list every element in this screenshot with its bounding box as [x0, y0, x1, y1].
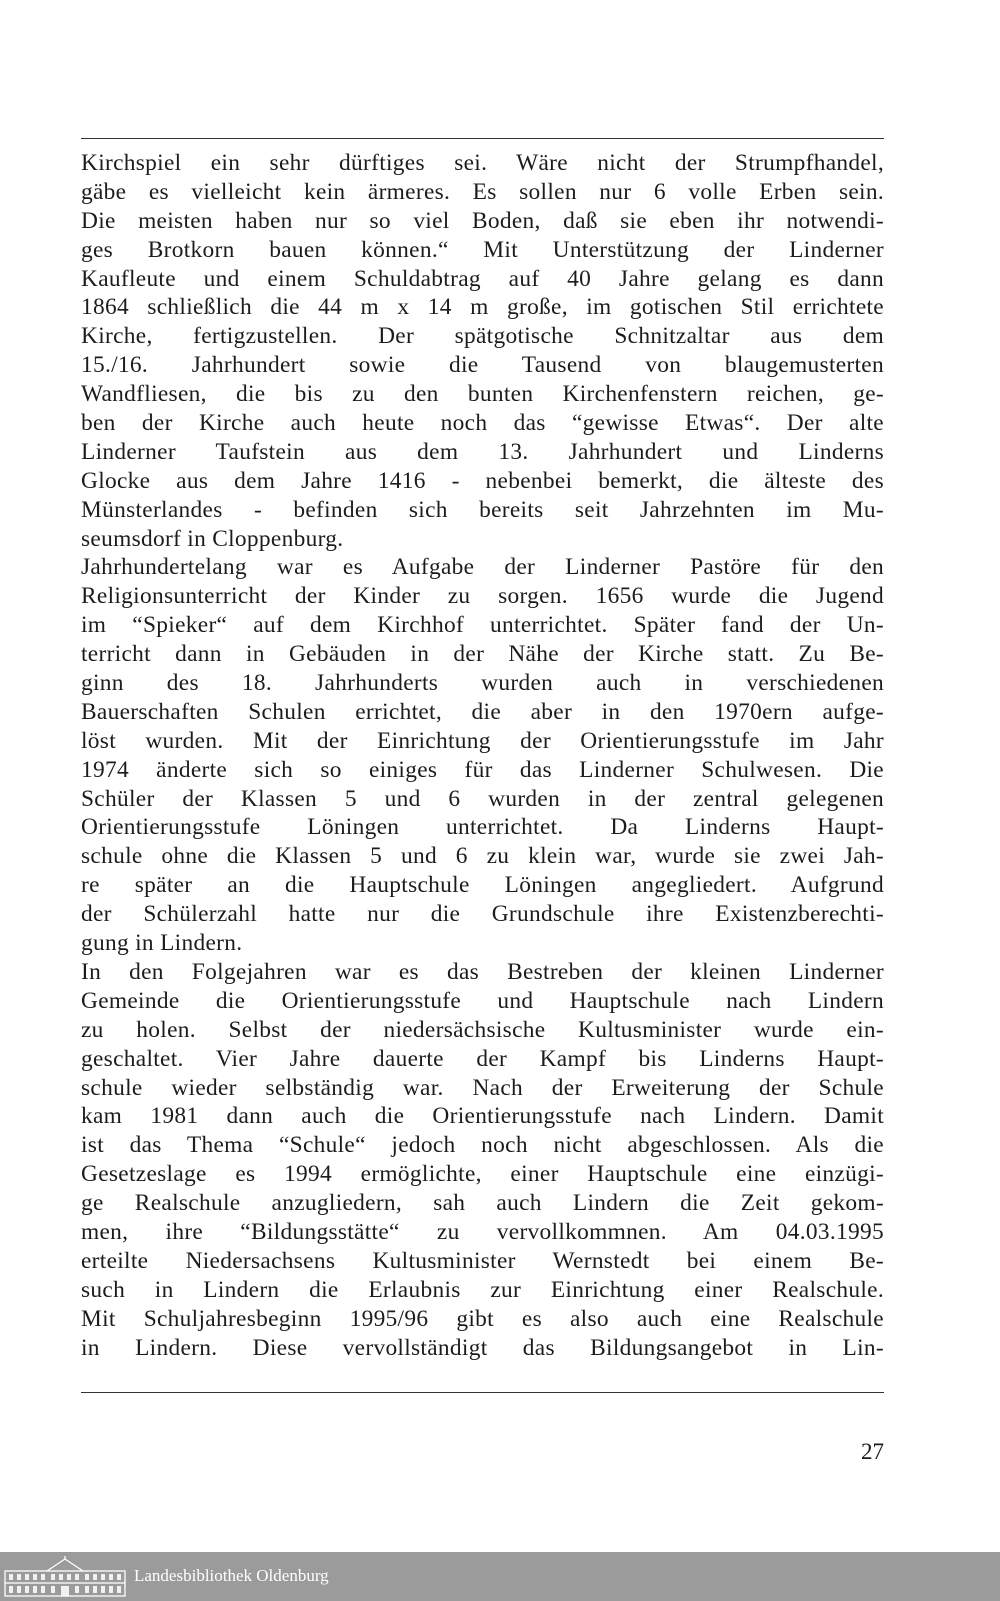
text-line: Gesetzeslage es 1994 ermöglichte, einer Hauptschule eine einzügi-	[81, 1161, 884, 1188]
text-line: löst wurden. Mit der Einrichtung der Orientierungsstufe im Jahr	[81, 727, 884, 754]
bottom-rule	[81, 1392, 884, 1393]
text-line: Jahrhundertelang war es Aufgabe der Linderner Pastöre für den	[81, 554, 884, 581]
text-line: re später an die Hauptschule Löningen angegliedert. Aufgrund	[81, 872, 884, 899]
text-line: Wandfliesen, die bis zu den bunten Kirchenfenstern reichen, ge-	[81, 381, 884, 408]
text-line: gäbe es vielleicht kein ärmeres. Es sollen nur 6 volle Erben sein.	[81, 178, 884, 205]
footer-library-name: Landesbibliothek Oldenburg	[134, 1566, 329, 1585]
text-line: der Schülerzahl hatte nur die Grundschule ihre Existenzberechti-	[81, 901, 884, 928]
text-line: Münsterlandes - befinden sich bereits seit Jahrzehnten im Mu-	[81, 496, 884, 523]
paragraph-1	[81, 149, 884, 553]
text-line: ges Brotkorn bauen können.“ Mit Unterstützung der Linderner	[81, 236, 884, 263]
text-line: 1864 schließlich die 44 m x 14 m große, im gotischen Stil errichtete	[81, 294, 884, 321]
page-number: 27	[861, 1439, 884, 1464]
text-line: Die meisten haben nur so viel Boden, daß sie eben ihr notwendi-	[81, 207, 884, 234]
text-line: ge Realschule anzugliedern, sah auch Lindern die Zeit gekom-	[81, 1190, 884, 1217]
top-rule	[81, 138, 884, 139]
text-line: kam 1981 dann auch die Orientierungsstufe nach Lindern. Damit	[81, 1103, 884, 1130]
text-line: ben der Kirche auch heute noch das “gewisse Etwas“. Der alte	[81, 410, 884, 437]
text-line: im “Spieker“ auf dem Kirchhof unterrichtet. Später fand der Un-	[81, 612, 884, 639]
text-line: Linderner Taufstein aus dem 13. Jahrhundert und Linderns	[81, 438, 884, 465]
paragraph-3	[81, 958, 884, 1362]
text-line: geschaltet. Vier Jahre dauerte der Kampf bis Linderns Haupt-	[81, 1045, 884, 1072]
body-text	[81, 149, 884, 1362]
text-line: ist das Thema “Schule“ jedoch noch nicht abgeschlossen. Als die	[81, 1132, 884, 1159]
text-line: Schüler der Klassen 5 und 6 wurden in der zentral gelegenen	[81, 785, 884, 812]
text-line: Religionsunterricht der Kinder zu sorgen. 1656 wurde die Jugend	[81, 583, 884, 610]
text-line: 1974 änderte sich so einiges für das Linderner Schulwesen. Die	[81, 756, 884, 783]
text-line: ginn des 18. Jahrhunderts wurden auch in verschiedenen	[81, 670, 884, 697]
text-line: Kirchspiel ein sehr dürftiges sei. Wäre nicht der Strumpfhandel,	[81, 150, 884, 176]
library-building-icon	[3, 1555, 127, 1598]
text-line: seumsdorf in Cloppenburg.	[81, 525, 344, 552]
text-line: Mit Schuljahresbeginn 1995/96 gibt es also auch eine Realschule	[81, 1305, 884, 1332]
text-line: zu holen. Selbst der niedersächsische Kultusminister wurde ein-	[81, 1016, 884, 1043]
text-line: Glocke aus dem Jahre 1416 - nebenbei bemerkt, die älteste des	[81, 467, 884, 494]
text-line: Kaufleute und einem Schuldabtrag auf 40 Jahre gelang es dann	[81, 265, 884, 292]
text-line: such in Lindern die Erlaubnis zur Einrichtung einer Realschule.	[81, 1276, 884, 1303]
text-line: Bauerschaften Schulen errichtet, die aber in den 1970ern aufge-	[81, 698, 884, 725]
text-line: 15./16. Jahrhundert sowie die Tausend von blaugemusterten	[81, 352, 884, 379]
paragraph-2	[81, 553, 884, 957]
footer-bar	[0, 1552, 1000, 1601]
text-line: Orientierungsstufe Löningen unterrichtet. Da Linderns Haupt-	[81, 814, 884, 841]
text-line: terricht dann in Gebäuden in der Nähe der Kirche statt. Zu Be-	[81, 641, 884, 668]
text-line: in Lindern. Diese vervollständigt das Bildungsangebot in Lin-	[81, 1334, 884, 1361]
text-line: Kirche, fertigzustellen. Der spätgotische Schnitzaltar aus dem	[81, 323, 884, 350]
text-line: Gemeinde die Orientierungsstufe und Hauptschule nach Lindern	[81, 987, 884, 1014]
text-line: schule wieder selbständig war. Nach der Erweiterung der Schule	[81, 1074, 884, 1101]
text-line: men, ihre “Bildungsstätte“ zu vervollkommnen. Am 04.03.1995	[81, 1218, 884, 1245]
text-line: erteilte Niedersachsens Kultusminister Wernstedt bei einem Be-	[81, 1247, 884, 1274]
text-line: schule ohne die Klassen 5 und 6 zu klein war, wurde sie zwei Jah-	[81, 843, 884, 870]
text-line: gung in Lindern.	[81, 930, 243, 957]
text-line: In den Folgejahren war es das Bestreben der kleinen Linderner	[81, 958, 884, 985]
